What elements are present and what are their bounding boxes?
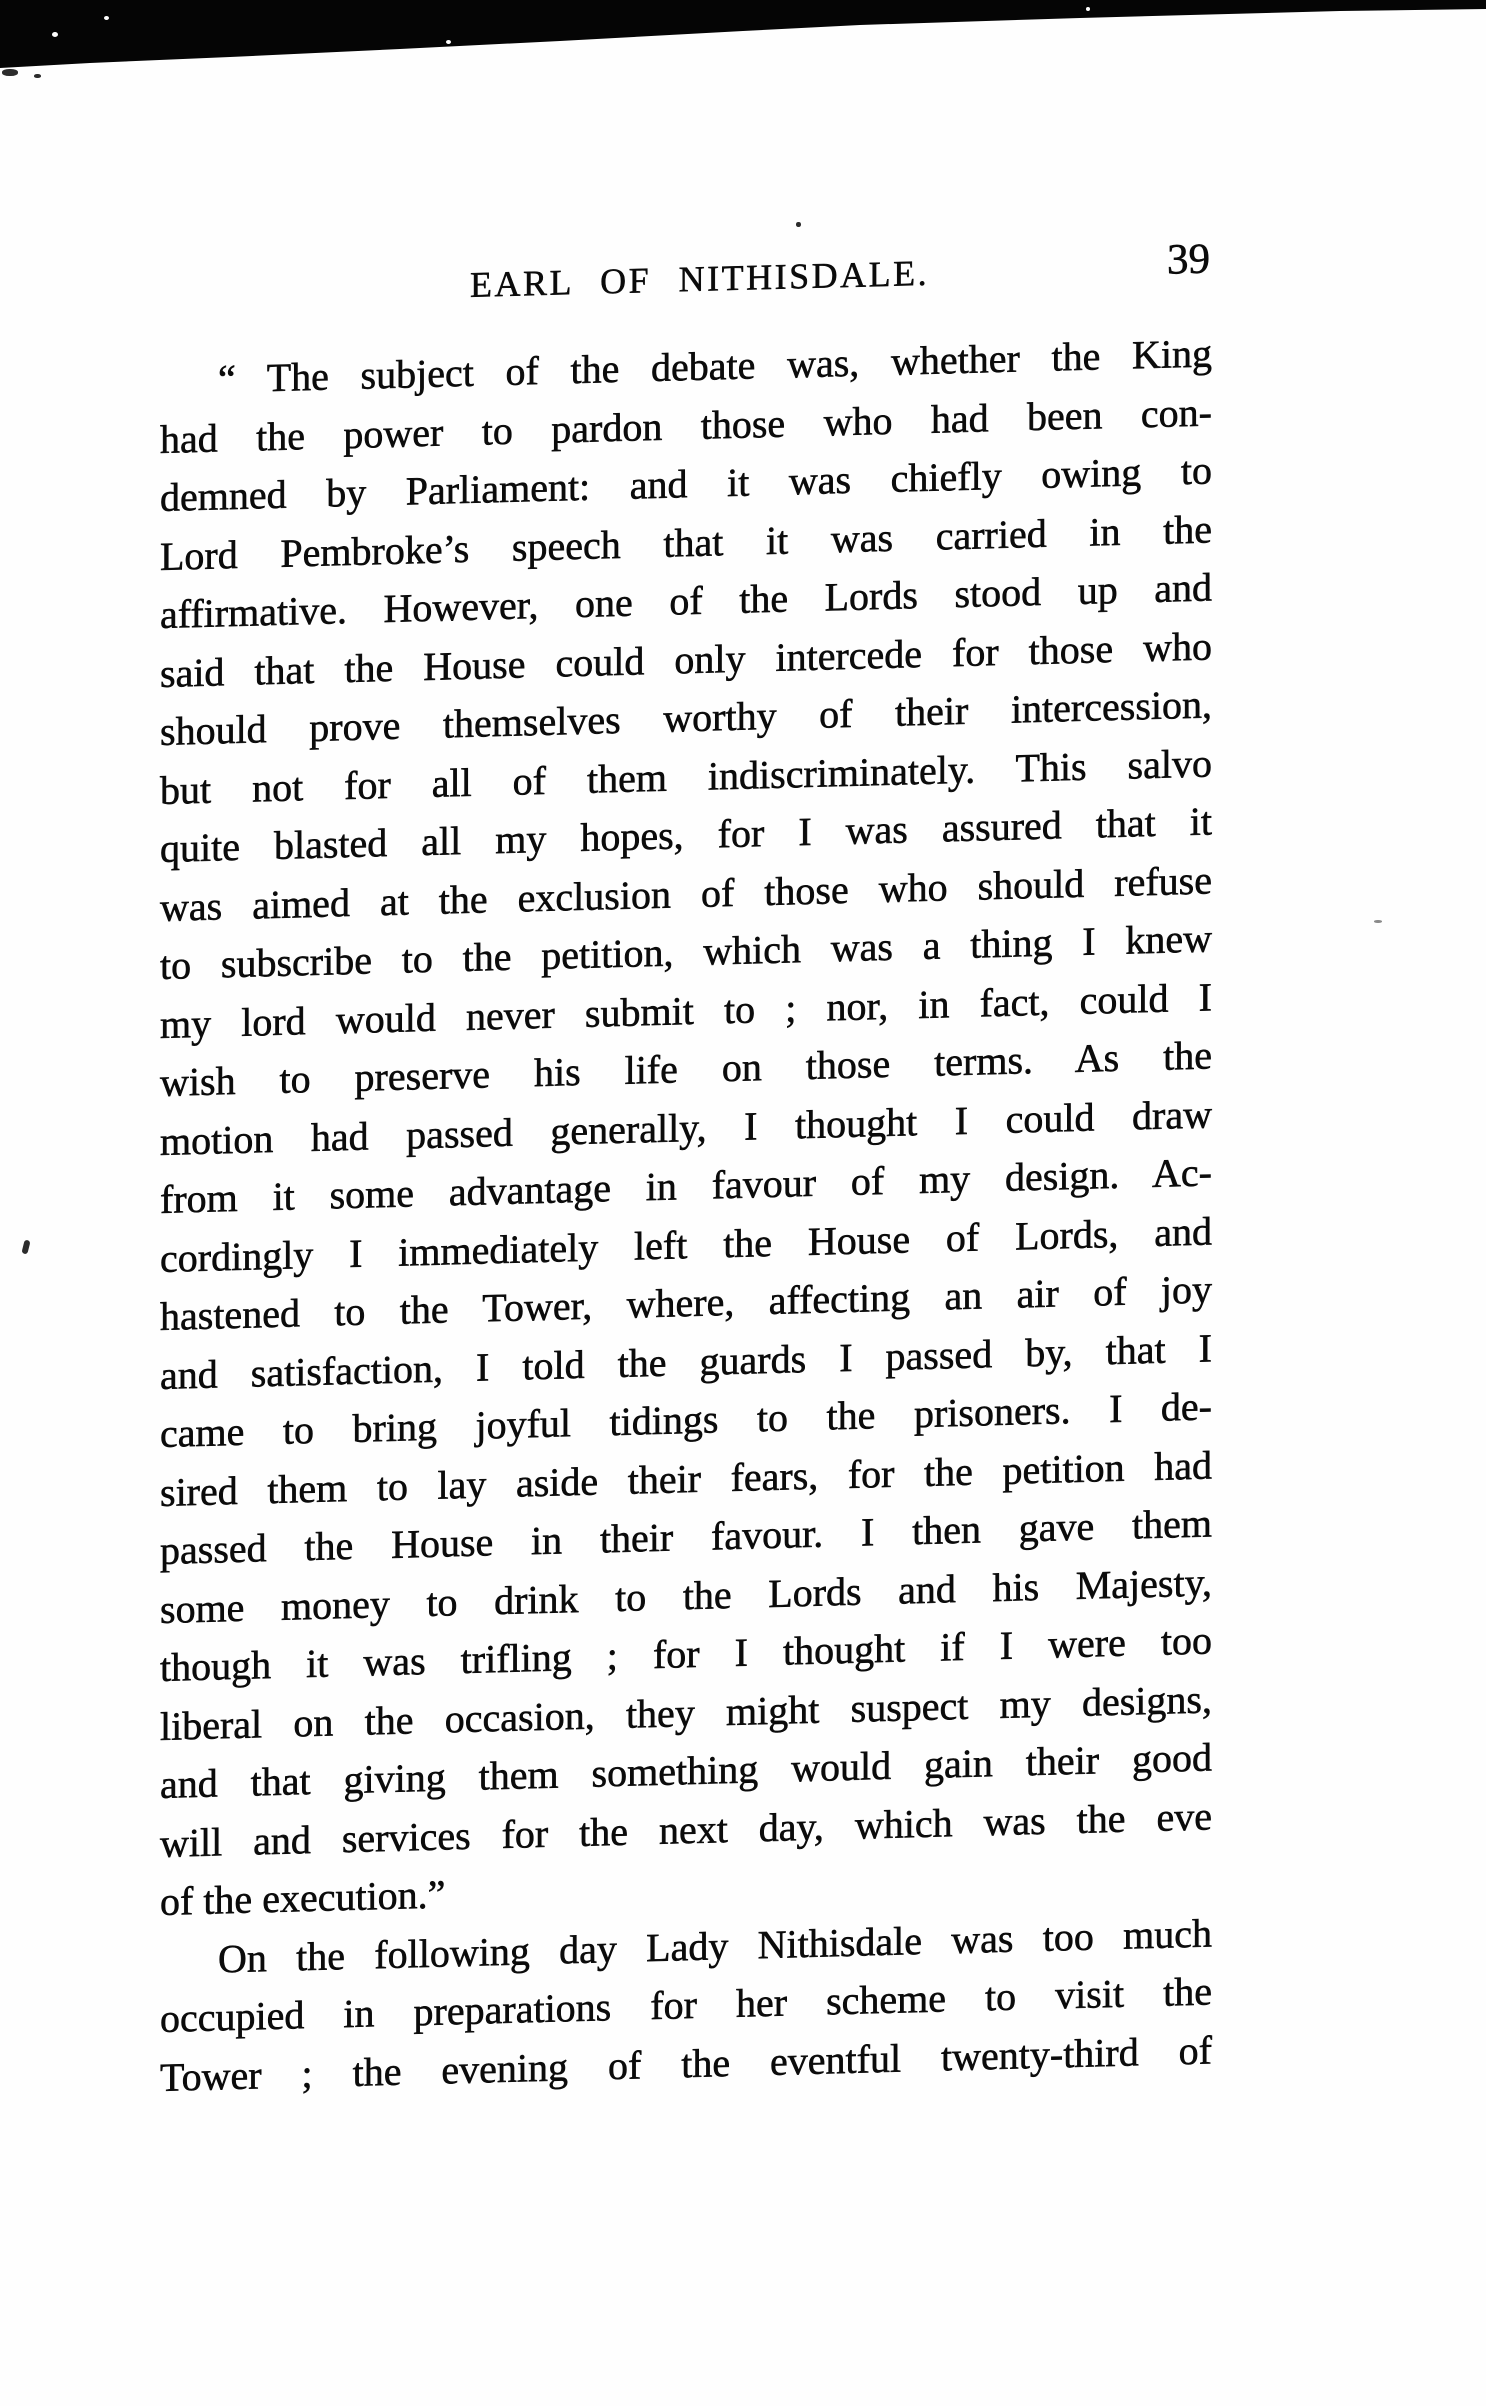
text-line: demned by Parliament: and it was chiefly owing to [160, 447, 1212, 520]
text-line: from it some advantage in favour of my design. Ac- [160, 1149, 1212, 1222]
scan-speck [52, 32, 58, 37]
text-line: liberal on the occasion, they might suspect my designs, [160, 1675, 1212, 1749]
scan-speck [2, 69, 18, 76]
page-header [160, 232, 1212, 318]
scan-speck [21, 1239, 30, 1254]
page-number: 39 [1167, 235, 1210, 284]
text-line: On the following day Lady Nithisdale was too much [218, 1909, 1212, 1981]
text-line: to subscribe to the petition, which was a thing I knew [160, 915, 1212, 988]
text-line: occupied in preparations for her scheme to visit the [160, 1968, 1212, 2041]
text-line: sired them to lay aside their fears, for the petition had [160, 1441, 1212, 1515]
scan-speck [796, 222, 801, 227]
text-line: Tower ; the evening of the eventful twenty-third of [160, 2026, 1212, 2100]
text-line: my lord would never submit to ; nor, in fact, could I [160, 973, 1212, 1047]
scan-edge-artifact [0, 0, 1486, 72]
scan-speck [104, 16, 109, 20]
text-line: hastened to the Tower, where, affecting an air of joy [160, 1266, 1212, 1339]
page-text-block [160, 232, 1212, 2107]
text-line: will and services for the next day, which was the eve [160, 1792, 1212, 1866]
scan-speck [446, 40, 451, 44]
scan-speck [34, 74, 41, 78]
text-line: motion had passed generally, I thought I could draw [160, 1090, 1212, 1164]
text-line: had the power to pardon those who had been con- [160, 388, 1212, 462]
text-line: affirmative. However, one of the Lords stood up and [160, 564, 1212, 637]
scan-speck [1086, 7, 1090, 11]
text-line: should prove themselves worthy of their intercession, [160, 681, 1212, 754]
text-line: wish to preserve his life on those terms. As the [160, 1032, 1212, 1105]
text-line: but not for all of them indiscriminately. This salvo [160, 739, 1212, 813]
text-line: “ The subject of the debate was, whether the King [218, 330, 1212, 402]
running-header: EARL OF NITHISDALE. [470, 252, 930, 305]
text-line: and satisfaction, I told the guards I passed by, that I [160, 1324, 1212, 1398]
text-line: and that giving them something would gain their good [160, 1734, 1212, 1807]
text-line: Lord Pembroke’s speech that it was carried in the [160, 505, 1212, 579]
text-line: some money to drink to the Lords and his Majesty, [160, 1558, 1212, 1632]
text-line: cordingly I immediately left the House of Lords, and [160, 1207, 1212, 1281]
text-line: passed the House in their favour. I then gave them [160, 1500, 1212, 1573]
scan-speck [1374, 920, 1382, 923]
text-line: of the execution.” [160, 1871, 446, 1924]
text-line: said that the House could only intercede for those who [160, 622, 1212, 696]
text-line: was aimed at the exclusion of those who should refuse [160, 856, 1212, 930]
text-line: quite blasted all my hopes, for I was assured that it [160, 798, 1212, 871]
text-line: came to bring joyful tidings to the prisoners. I de- [160, 1383, 1212, 1456]
text-line: though it was trifling ; for I thought if I were too [160, 1617, 1212, 1690]
